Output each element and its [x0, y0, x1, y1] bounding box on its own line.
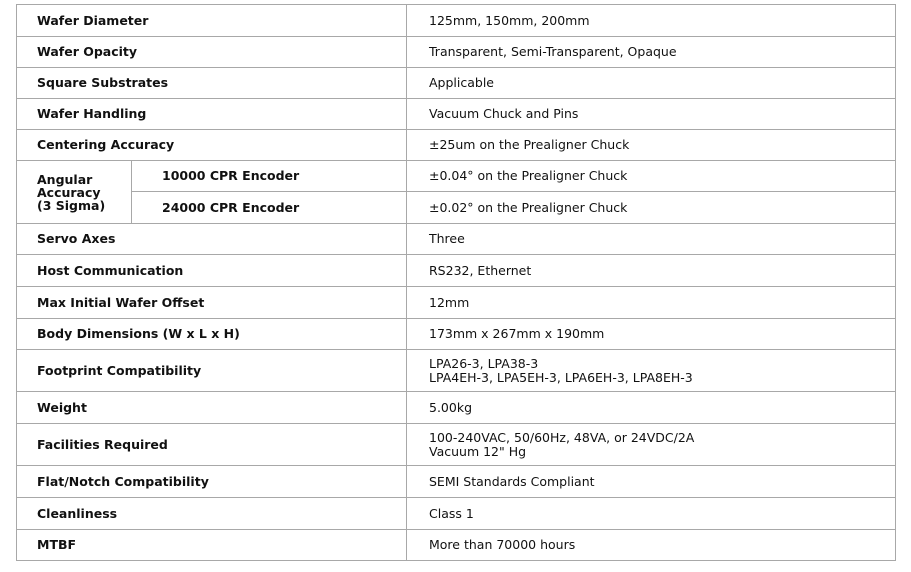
table-row — [17, 287, 896, 319]
encoder-label: 24000 CPR Encoder — [132, 192, 407, 224]
spec-label: Max Initial Wafer Offset — [17, 287, 407, 319]
spec-label: Centering Accuracy — [17, 130, 407, 161]
table-row — [17, 192, 896, 224]
label-line: Accuracy — [37, 184, 101, 200]
spec-value: ±0.02° on the Prealigner Chuck — [407, 192, 896, 224]
spec-value: 12mm — [407, 287, 896, 319]
table-row — [17, 466, 896, 498]
spec-label: Weight — [17, 392, 407, 424]
spec-value: 125mm, 150mm, 200mm — [407, 5, 896, 37]
table-row — [17, 68, 896, 99]
table-row — [17, 255, 896, 287]
spec-value: Applicable — [407, 68, 896, 99]
table-row — [17, 319, 896, 350]
spec-value — [407, 350, 896, 392]
spec-value: Three — [407, 224, 896, 255]
spec-label: Square Substrates — [17, 68, 407, 99]
table-row — [17, 350, 896, 392]
table-row — [17, 161, 896, 192]
table-row — [17, 5, 896, 37]
table-row — [17, 530, 896, 561]
table-row — [17, 99, 896, 130]
spec-label: Flat/Notch Compatibility — [17, 466, 407, 498]
spec-value: Class 1 — [407, 498, 896, 530]
value-line: Vacuum 12" Hg — [429, 443, 527, 459]
table-row — [17, 130, 896, 161]
spec-label: Servo Axes — [17, 224, 407, 255]
encoder-label: 10000 CPR Encoder — [132, 161, 407, 192]
value-line: LPA4EH-3, LPA5EH-3, LPA6EH-3, LPA8EH-3 — [429, 369, 693, 385]
spec-label: Facilities Required — [17, 424, 407, 466]
spec-label: Host Communication — [17, 255, 407, 287]
angular-accuracy-label — [17, 161, 132, 224]
spec-label: Wafer Opacity — [17, 37, 407, 68]
label-line: (3 Sigma) — [37, 197, 106, 213]
spec-label: Cleanliness — [17, 498, 407, 530]
table-row — [17, 37, 896, 68]
spec-value: 173mm x 267mm x 190mm — [407, 319, 896, 350]
label-line: Angular — [37, 171, 93, 187]
spec-label: Body Dimensions (W x L x H) — [17, 319, 407, 350]
spec-label: MTBF — [17, 530, 407, 561]
table-row — [17, 424, 896, 466]
spec-value: ±25um on the Prealigner Chuck — [407, 130, 896, 161]
spec-label: Footprint Compatibility — [17, 350, 407, 392]
spec-value: 5.00kg — [407, 392, 896, 424]
spec-value: RS232, Ethernet — [407, 255, 896, 287]
spec-value: SEMI Standards Compliant — [407, 466, 896, 498]
spec-table — [16, 4, 896, 561]
table-row — [17, 224, 896, 255]
value-line: 100-240VAC, 50/60Hz, 48VA, or 24VDC/2A — [429, 429, 695, 445]
spec-label: Wafer Diameter — [17, 5, 407, 37]
spec-value — [407, 424, 896, 466]
spec-value: Transparent, Semi-Transparent, Opaque — [407, 37, 896, 68]
table-row — [17, 392, 896, 424]
spec-label: Wafer Handling — [17, 99, 407, 130]
table-row — [17, 498, 896, 530]
spec-value: ±0.04° on the Prealigner Chuck — [407, 161, 896, 192]
spec-value: More than 70000 hours — [407, 530, 896, 561]
value-line: LPA26-3, LPA38-3 — [429, 355, 539, 371]
spec-value: Vacuum Chuck and Pins — [407, 99, 896, 130]
